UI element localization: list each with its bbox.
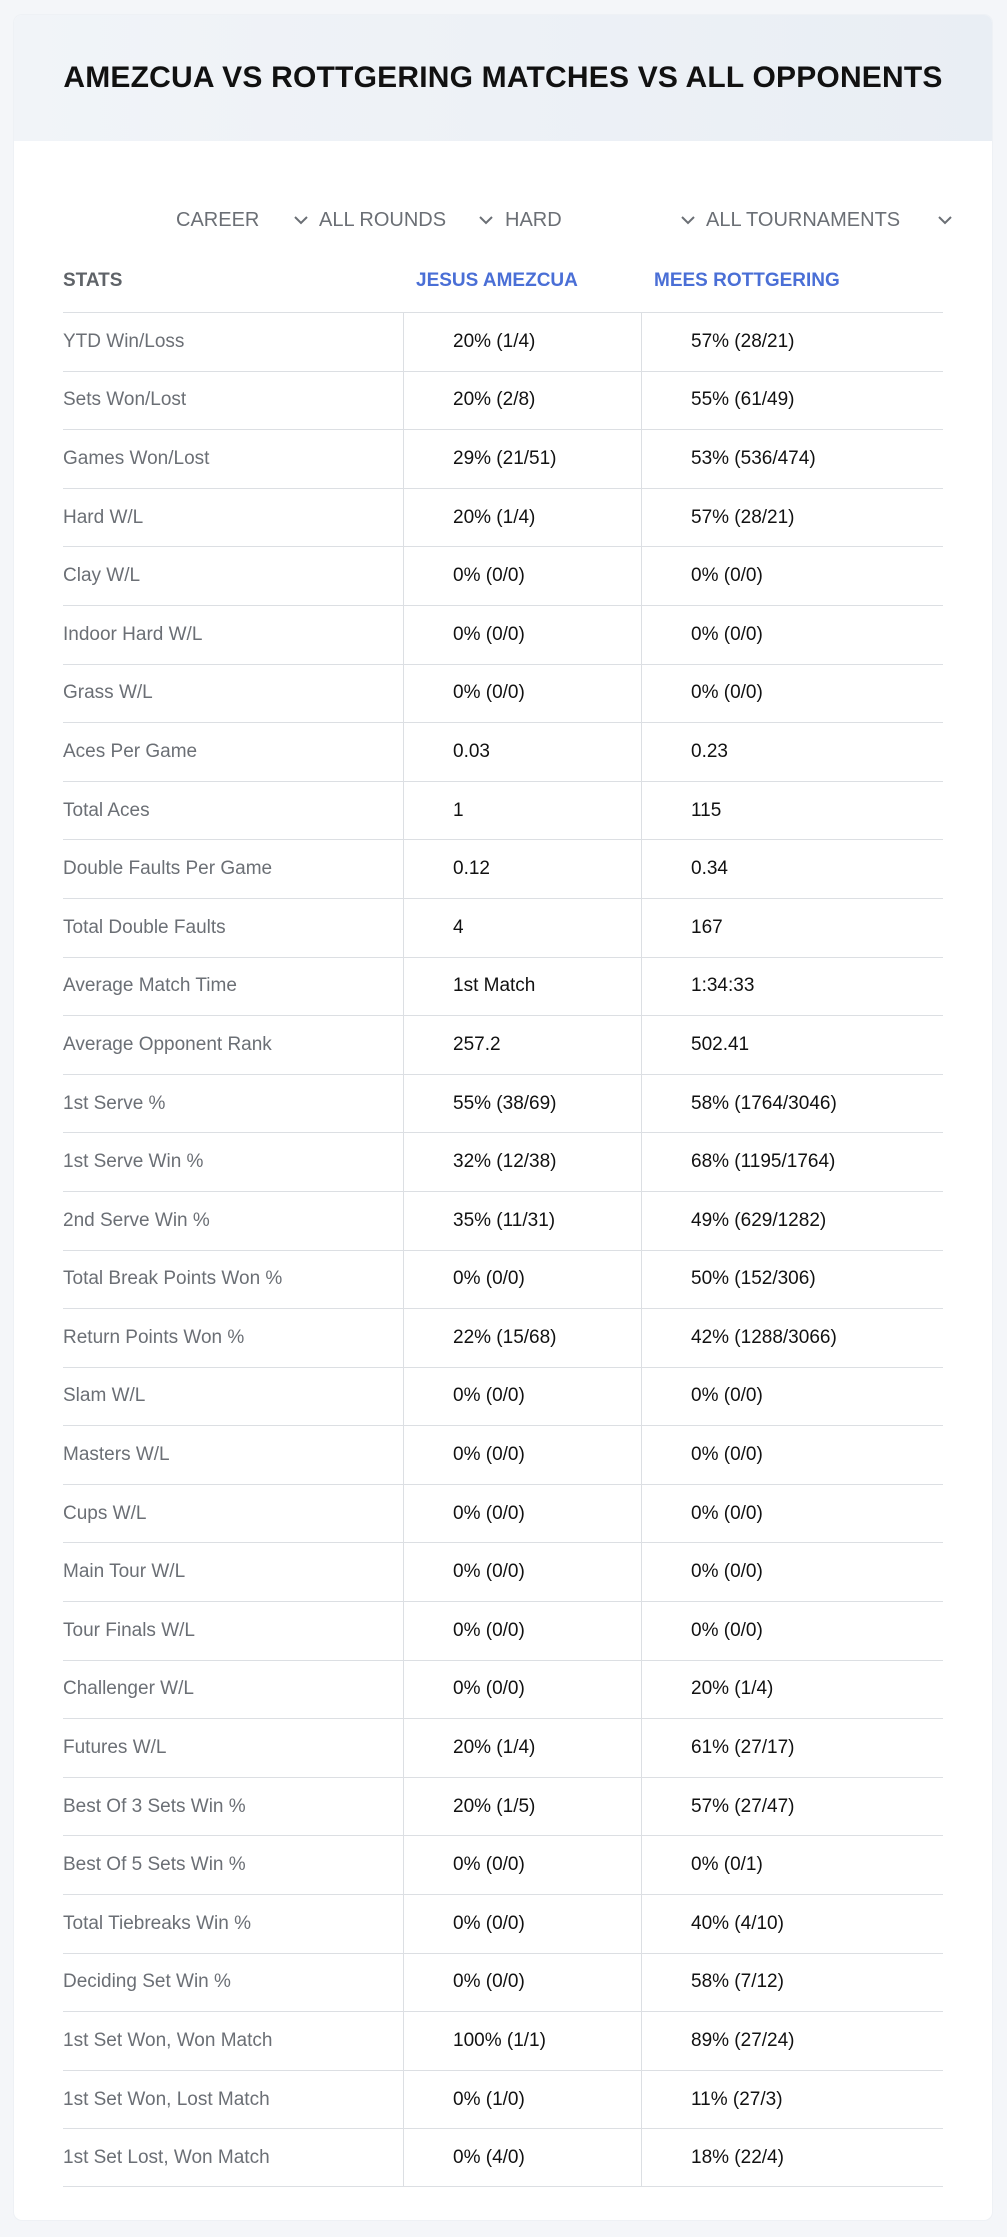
player2-stat-value: 0.23 (641, 723, 943, 781)
player2-stat-value: 68% (1195/1764) (641, 1133, 943, 1191)
player1-stat-value: 0% (0/0) (403, 1543, 641, 1601)
stat-label: Total Aces (63, 799, 150, 821)
player2-stat-value: 61% (27/17) (641, 1719, 943, 1777)
player1-stat-value: 0% (4/0) (403, 2129, 641, 2186)
table-row (63, 1835, 943, 1894)
stats-table-body (63, 312, 943, 2187)
player2-stat-value: 1:34:33 (641, 958, 943, 1016)
player1-stat-value: 20% (2/8) (403, 372, 641, 430)
stat-label: Clay W/L (63, 565, 141, 587)
player2-stat-value: 0% (0/0) (641, 1543, 943, 1601)
table-row (63, 1777, 943, 1836)
table-row (63, 898, 943, 957)
player1-stat-value: 32% (12/38) (403, 1133, 641, 1191)
player2-name-link[interactable]: MEES ROTTGERING (654, 270, 840, 291)
stats-column-header: STATS (63, 270, 123, 291)
player1-stat-value: 22% (15/68) (403, 1309, 641, 1367)
stats-card (14, 15, 992, 2220)
player1-stat-value: 0% (1/0) (403, 2071, 641, 2129)
table-row (63, 2128, 943, 2187)
stat-label: Double Faults Per Game (63, 858, 273, 880)
player2-stat-value: 0% (0/0) (641, 606, 943, 664)
stat-label: 1st Set Lost, Won Match (63, 2146, 270, 2168)
player2-stat-value: 40% (4/10) (641, 1895, 943, 1953)
stat-label: Challenger W/L (63, 1678, 194, 1700)
player1-stat-value: 0% (0/0) (403, 1485, 641, 1543)
stat-label: Cups W/L (63, 1502, 147, 1524)
tournaments-select-value: ALL TOURNAMENTS (706, 208, 901, 231)
player1-stat-value: 20% (1/4) (403, 489, 641, 547)
table-row (63, 1074, 943, 1133)
stat-label: Grass W/L (63, 682, 153, 704)
table-row (63, 839, 943, 898)
table-row (63, 2011, 943, 2070)
table-row (63, 605, 943, 664)
table-row (63, 1191, 943, 1250)
player1-stat-value: 0% (0/0) (403, 1426, 641, 1484)
table-row (63, 664, 943, 723)
stats-table-header (63, 253, 943, 309)
player1-stat-value: 0.12 (403, 840, 641, 898)
period-select-value: CAREER (176, 208, 260, 231)
player1-stat-value: 0% (0/0) (403, 1954, 641, 2012)
table-row (63, 1542, 943, 1601)
stat-label: Tour Finals W/L (63, 1619, 195, 1641)
table-row (63, 1718, 943, 1777)
player1-stat-value: 0% (0/0) (403, 1602, 641, 1660)
player2-stat-value: 49% (629/1282) (641, 1192, 943, 1250)
table-row (63, 1894, 943, 1953)
filters-bar (14, 190, 992, 250)
player2-stat-value: 50% (152/306) (641, 1251, 943, 1309)
stat-label: Return Points Won % (63, 1326, 245, 1348)
stat-label: Sets Won/Lost (63, 389, 187, 411)
stat-label: Slam W/L (63, 1385, 146, 1407)
stat-label: Main Tour W/L (63, 1561, 186, 1583)
player1-stat-value: 0% (0/0) (403, 1368, 641, 1426)
player1-stat-value: 20% (1/4) (403, 1719, 641, 1777)
stat-label: Average Match Time (63, 975, 237, 997)
stat-label: Indoor Hard W/L (63, 623, 203, 645)
rounds-select-value: ALL ROUNDS (319, 208, 447, 231)
table-row (63, 1132, 943, 1191)
player2-stat-value: 57% (27/47) (641, 1778, 943, 1836)
player2-stat-value: 18% (22/4) (641, 2129, 943, 2186)
player1-stat-value: 4 (403, 899, 641, 957)
player1-stat-value: 257.2 (403, 1016, 641, 1074)
stat-label: Hard W/L (63, 506, 144, 528)
chevron-down-icon (934, 209, 956, 231)
stat-label: Deciding Set Win % (63, 1971, 231, 1993)
player2-stat-value: 0% (0/0) (641, 1602, 943, 1660)
stat-label: Futures W/L (63, 1737, 167, 1759)
player2-stat-value: 0% (0/0) (641, 547, 943, 605)
player1-stat-value: 100% (1/1) (403, 2012, 641, 2070)
player2-stat-value: 0% (0/1) (641, 1836, 943, 1894)
player1-stat-value: 55% (38/69) (403, 1075, 641, 1133)
player2-stat-value: 55% (61/49) (641, 372, 943, 430)
table-row (63, 312, 943, 371)
card-header (14, 15, 992, 141)
player1-name-link[interactable]: JESUS AMEZCUA (416, 270, 578, 291)
table-row (63, 546, 943, 605)
player2-stat-value: 57% (28/21) (641, 313, 943, 371)
surface-select-value: HARD (505, 208, 562, 231)
table-row (63, 957, 943, 1016)
page-title: AMEZCUA VS ROTTGERING MATCHES VS ALL OPPONENTS (63, 61, 943, 94)
stat-label: Average Opponent Rank (63, 1033, 272, 1055)
table-row (63, 2070, 943, 2129)
stat-label: 1st Set Won, Won Match (63, 2030, 273, 2052)
table-row (63, 1484, 943, 1543)
player2-stat-value: 115 (641, 782, 943, 840)
stat-label: Best Of 3 Sets Win % (63, 1795, 246, 1817)
player1-stat-value: 20% (1/5) (403, 1778, 641, 1836)
player2-stat-value: 0.34 (641, 840, 943, 898)
table-row (63, 1250, 943, 1309)
stat-label: Masters W/L (63, 1444, 170, 1466)
stat-label: 1st Serve Win % (63, 1151, 204, 1173)
player1-stat-value: 20% (1/4) (403, 313, 641, 371)
stat-label: YTD Win/Loss (63, 330, 185, 352)
table-row (63, 1367, 943, 1426)
player2-stat-value: 20% (1/4) (641, 1661, 943, 1719)
tournaments-select[interactable] (706, 190, 956, 250)
player2-stat-value: 57% (28/21) (641, 489, 943, 547)
player1-stat-value: 0% (0/0) (403, 665, 641, 723)
player2-stat-value: 58% (1764/3046) (641, 1075, 943, 1133)
player2-stat-value: 0% (0/0) (641, 1485, 943, 1543)
player2-stat-value: 89% (27/24) (641, 2012, 943, 2070)
player1-stat-value: 0% (0/0) (403, 1895, 641, 1953)
player1-stat-value: 1 (403, 782, 641, 840)
table-row (63, 488, 943, 547)
table-row (63, 1425, 943, 1484)
player2-stat-value: 0% (0/0) (641, 1426, 943, 1484)
surface-select[interactable] (505, 190, 699, 250)
player1-stat-value: 29% (21/51) (403, 430, 641, 488)
player2-stat-value: 0% (0/0) (641, 1368, 943, 1426)
player2-stat-value: 0% (0/0) (641, 665, 943, 723)
player1-stat-value: 0.03 (403, 723, 641, 781)
table-row (63, 1601, 943, 1660)
stat-label: Total Break Points Won % (63, 1268, 283, 1290)
player2-stat-value: 42% (1288/3066) (641, 1309, 943, 1367)
player2-stat-value: 11% (27/3) (641, 2071, 943, 2129)
stat-label: Total Double Faults (63, 916, 226, 938)
table-row (63, 1308, 943, 1367)
player1-stat-value: 0% (0/0) (403, 1661, 641, 1719)
stat-label: Total Tiebreaks Win % (63, 1912, 251, 1934)
stat-label: 1st Set Won, Lost Match (63, 2088, 270, 2110)
chevron-down-icon (475, 209, 497, 231)
stat-label: Aces Per Game (63, 740, 198, 762)
table-row (63, 429, 943, 488)
chevron-down-icon (290, 209, 312, 231)
table-row (63, 781, 943, 840)
player1-stat-value: 0% (0/0) (403, 1251, 641, 1309)
stat-label: 1st Serve % (63, 1092, 166, 1114)
player1-stat-value: 0% (0/0) (403, 547, 641, 605)
stat-label: Games Won/Lost (63, 447, 210, 469)
stat-label: 2nd Serve Win % (63, 1209, 210, 1231)
player2-stat-value: 53% (536/474) (641, 430, 943, 488)
table-row (63, 1953, 943, 2012)
chevron-down-icon (677, 209, 699, 231)
period-select[interactable] (176, 190, 312, 250)
player2-stat-value: 167 (641, 899, 943, 957)
rounds-select[interactable] (319, 190, 497, 250)
player1-stat-value: 0% (0/0) (403, 606, 641, 664)
table-row (63, 371, 943, 430)
player2-stat-value: 58% (7/12) (641, 1954, 943, 2012)
table-row (63, 722, 943, 781)
table-row (63, 1015, 943, 1074)
player1-stat-value: 1st Match (403, 958, 641, 1016)
stat-label: Best Of 5 Sets Win % (63, 1854, 246, 1876)
player1-stat-value: 35% (11/31) (403, 1192, 641, 1250)
player2-stat-value: 502.41 (641, 1016, 943, 1074)
player1-stat-value: 0% (0/0) (403, 1836, 641, 1894)
table-row (63, 1660, 943, 1719)
